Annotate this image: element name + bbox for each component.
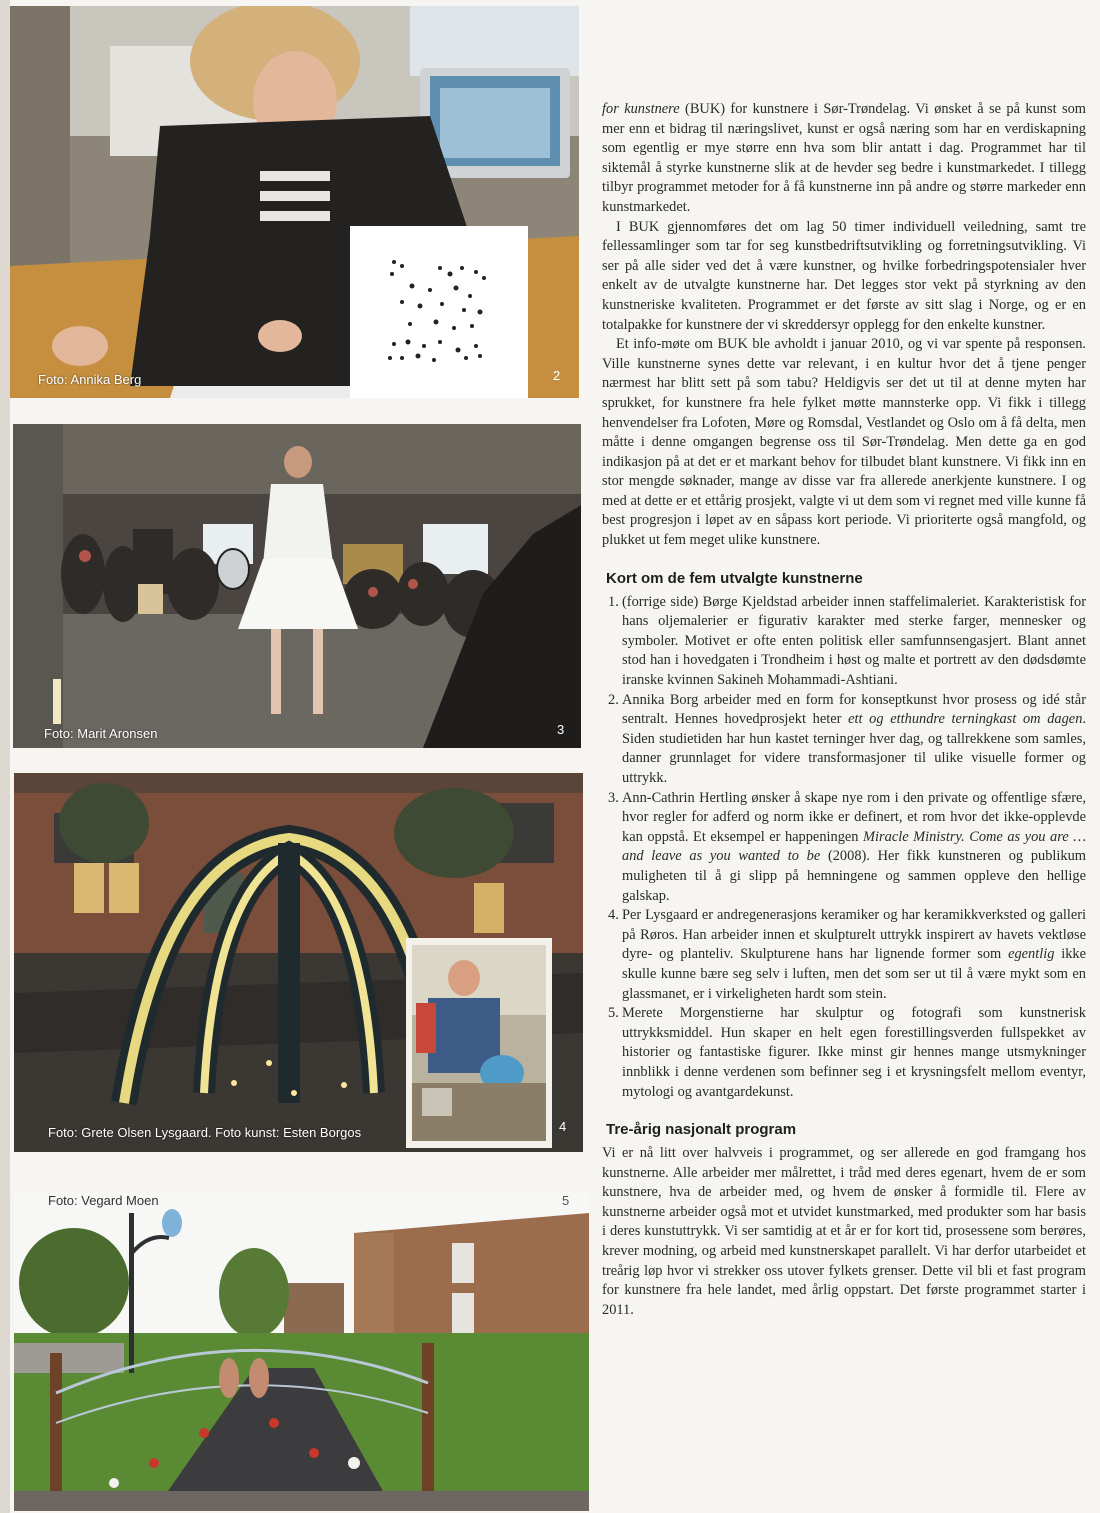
photo-number: 2 — [553, 368, 561, 383]
list-item-text: Merete Morgenstierne har skulptur og fotografi som kunstnerisk uttrykksmiddel. Hun skaper en helt egen forestillingsverden fullspekket av historier og fantastiske figurer. Ikke minst gir hennes mange utsmykninger innblikk i denne verdenen som befinner seg i et krysningsfelt mellom eventyr, mytologi og avantgardekunst. — [622, 1005, 1086, 1100]
list-item — [602, 1004, 1086, 1102]
photo-credit: Foto: Annika Berg — [38, 372, 142, 387]
list-number: 1. — [608, 593, 619, 610]
photo-credit: Foto: Marit Aronsen — [44, 726, 158, 741]
photo-performance — [13, 424, 581, 748]
list-item-text: (2008). Her fikk kunstneren og publikum muligheten til å gi slipp på hemningene og sammen oppleve den hellige galskap. — [622, 848, 1086, 904]
photo-credit: Foto: Grete Olsen Lysgaard. Foto kunst: Esten Borgos — [48, 1125, 362, 1140]
photo-number: 4 — [559, 1119, 567, 1134]
photo-number: 5 — [562, 1193, 570, 1208]
intro-italic-lead: for kunstnere — [602, 101, 680, 117]
artist-list — [602, 593, 1086, 1102]
intro-paragraph-3: Et info-møte om BUK ble avholdt i januar 2010, og vi var spente på responsen. Ville kunstnerne synes dette var relevant, i en kultur hvor det å tjene penger nærmest har blitt sett på som tabu? Heldigvis ser det ut til at denne myten har sprukket, for kunstnere fra hele fylket møtte mannsterke opp. Vi fikk i tillegg henvendelser fra Lofoten, Møre og Romsdal, Vestlandet og Oslo om å få delta, men måtte i denne omgangen begrense oss til Sør-Trøndelag. Men dette ga en god indikasjon på at det er et markant behov for tilbudet blant kunstnere. Vi fikk inn en stor mengde søknader, mange av disse var fra allerede anerkjente kunstnere. I og med at dette er et ettårig prosjekt, valgte vi ut dem som vi regnet med ville kunne få best progresjon i løpet av en såpass kort periode. Vi prioriterte også mangfold, og plukket ut fem meget ulike kunstnere. — [602, 336, 1086, 549]
list-item-italic: ett og etthundre terningkast om dagen — [848, 711, 1083, 728]
photo-sculpture — [14, 773, 583, 1152]
list-item-text: Per Lysgaard er andregenerasjons keramiker og har keramikkverksted og galleri på Røros. Han arbeider innen et skulpturelt uttrykk inspirert av havets vektløse dyre- og planteliv. Skulpturene hans har lignende former som — [622, 907, 1086, 963]
photo-credit: Foto: Vegard Moen — [48, 1193, 159, 1208]
list-item — [602, 593, 1086, 691]
list-item-text: . Siden studietiden har hun kastet terninger hver dag, og tallrekkene som samles, danner grunnlaget for videre transformasjoner til ulike visuelle former og uttrykk. — [622, 711, 1086, 786]
list-item-text: ikke skulle kunne bære seg selv i luften, men det som ser ut til å være mykt som en glassmanet, er i virkeligheten hardt som stein. — [622, 946, 1087, 1002]
list-number: 2. — [608, 691, 619, 708]
photo-garden-installation — [14, 1193, 589, 1511]
list-number: 5. — [608, 1005, 619, 1022]
page-edge — [0, 0, 10, 1513]
intro-paragraph-1-text: (BUK) for kunstnere i Sør-Trøndelag. Vi ønsket å se på kunst som mer enn et bidrag til næringslivet, kunst er også næring som har en verdiskapning som egentlig er mye større enn hva som blir antatt i dag. Programmet har til siktemål å styrke kunstnerne slik at de hevder seg bedre i kunstmarkedet. I tillegg tilbyr programmet metoder for å få kunstnerne inn på andre og større markeder enn kunstmarkedet. — [602, 101, 1086, 215]
list-item — [602, 789, 1086, 907]
list-item-italic: Miracle Ministry. Come as you are … and leave as you wanted to be — [622, 828, 1086, 865]
list-item-italic: egentlig — [1008, 946, 1055, 963]
photo-artist-at-desk — [10, 6, 579, 398]
intro-paragraph-1 — [602, 100, 1086, 218]
photo-number: 3 — [557, 722, 565, 737]
article-text-column — [602, 100, 1086, 1320]
photo-artist-at-desk-image — [10, 6, 579, 398]
list-item-text: (forrige side) Børge Kjeldstad arbeider innen staffelimaleriet. Karakteristisk for hans oljemalerier er figurativ karakter med sterke farger, mennesker og symboler. Motivet er ofte enten politisk eller samfunnsengasjert. Blant annet stod han i hovedgaten i Trondheim i høst og malte et portrett av den dødsdømte iranske kvinnen Sakineh Mohammadi-Ashtiani. — [622, 593, 1086, 689]
photo-sculpture-image — [14, 773, 583, 1152]
section-heading-program: Tre-årig nasjonalt program — [606, 1121, 797, 1139]
photo-garden-installation-image — [14, 1193, 589, 1511]
list-item — [602, 906, 1086, 1004]
list-item-text: Annika Borg arbeider med en form for konseptkunst hvor prosess og idé står sentralt. Hennes hovedprosjekt heter — [622, 691, 1086, 728]
section-heading-artists: Kort om de fem utvalgte kunstnerne — [606, 569, 863, 587]
list-number: 3. — [608, 789, 619, 806]
intro-paragraph-2: I BUK gjennomføres det om lag 50 timer individuell veiledning, samt tre fellessamlinger som tar for seg kunstbedriftsutvikling og forretningsutvikling. Vi ser på alle sider ved det å være kunstner, og hvilke forbedringspotensialer hver enkelt av de utvalgte kunstnerne har. Det legges stor vekt på styrkning av den kunstneriske kvaliteten. Programmet er det første av sitt slag i Norge, og er en totalpakke for kunstnere der vi skreddersyr opplegg for den enkelte kunstner. — [602, 218, 1086, 333]
program-paragraph: Vi er nå litt over halvveis i programmet, og ser allerede en god framgang hos kunstnerne. Alle arbeider mer målrettet, i tråd med deres egenart, hvem de er som kunstnere, hva de arbeider med, og hvem de ønsker å formidle til. Flere av kunstnerne arbeider også mot et utvidet kunstmarked, med produkter som har basis i deres kunstuttrykk. Vi ser samtidig at et år er for kort tid, prosessene som berøres, krever modning, og arbeid med kunstnerskapet parallelt. Vi har derfor utarbeidet et treårig løp hvor vi strekker oss utover fylkets grenser. Dette vil bli et fast program for kunstnere fra hele landet, med årlig oppstart. Det første programmet starter i 2011. — [602, 1145, 1086, 1318]
list-item-text: Ann-Cathrin Hertling ønsker å skape nye rom i den private og offentlige sfære, hvor regler for adferd og norm ikke er definert, et rom hvor det ikke-opplevde kan oppstå. Et eksempel er happeningen — [622, 789, 1086, 845]
list-item — [602, 691, 1086, 789]
list-number: 4. — [608, 907, 619, 924]
photo-performance-image — [13, 424, 581, 748]
